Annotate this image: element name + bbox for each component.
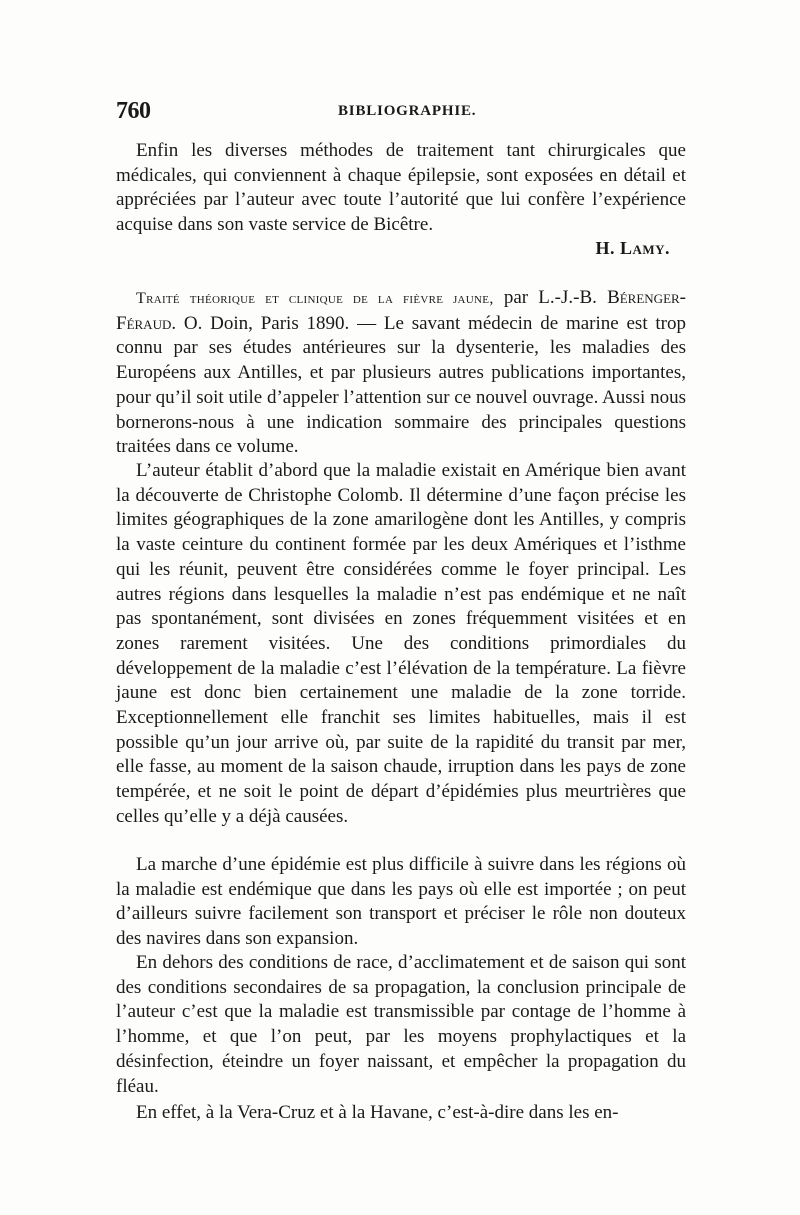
paragraph-vera-cruz: En effet, à la Vera-Cruz et à la Havane, c’est-à-dire dans les en- <box>136 1102 619 1123</box>
reviewed-book-title: Traité théorique et clinique de la fièvre jaune, <box>136 290 494 307</box>
reviewed-book-author: L.-J.-B. Bérenger-Féraud. <box>116 287 687 334</box>
page-header <box>116 98 686 132</box>
reviewed-book-by: par <box>503 287 529 308</box>
paragraph-treatments: Enfin les diverses méthodes de traitement tant chirurgicales que médicales, qui conviennent à chaque épilepsie, sont exposées en détail et appréciées par l’auteur avec toute l’autorité que lui confère l’expérience acquise dans son vaste service de Bicêtre. <box>116 140 686 236</box>
paragraph-review-intro <box>116 286 686 460</box>
reviewed-book-body: O. Doin, Paris 1890. — Le savant médecin de marine est trop connu par ses études antérieures sur la dysenterie, les maladies des Européens aux Antilles, et par plusieurs autres publications importantes, pour qu’il soit utile d’appeler l’attention sur ce nouvel ouvrage. Aussi nous bornerons-nous à une indication sommaire des principales questions traitées dans ce volume. <box>116 312 687 458</box>
signature-text: H. Lamy. <box>595 238 670 258</box>
running-head: BIBLIOGRAPHIE. <box>338 103 477 119</box>
paragraph-epidemic-course: La marche d’une épidémie est plus difficile à suivre dans les régions où la maladie est endémique que dans les pays où elle est importée ; on peut d’ailleurs suivre facilement son transport et préciser le rôle non douteux des navires dans son expansion. <box>116 854 686 950</box>
paragraph-transmission: En dehors des conditions de race, d’acclimatement et de saison qui sont des conditions secondaires de sa propagation, la conclusion principale de l’auteur c’est que la maladie est transmissible par contage de l’homme à l’homme, et que l’on peut, par les moyens prophylactiques et la désinfection, éteindre un foyer naissant, et empêcher la propagation du fléau. <box>116 952 686 1097</box>
review-signature <box>116 238 670 259</box>
page-number: 760 <box>116 98 151 124</box>
paragraph-geography: L’auteur établit d’abord que la maladie existait en Amérique bien avant la découverte de Christophe Colomb. Il détermine d’une façon précise les limites géographiques de la zone amarilogène dont les Antilles, y compris la vaste ceinture du continent formée par les deux Amériques et l’isthme qui les réunit, peuvent être considérées comme le foyer principal. Les autres régions dans lesquelles la maladie n’est pas endémique et ne naît pas spontanément, sont divisées en zones fréquemment visitées et en zones rarement visitées. Une des conditions primordiales du développement de la maladie c’est l’élévation de la température. La fièvre jaune est donc bien certainement une maladie de la zone torride. Exceptionnellement elle franchit ses limites habituelles, mais il est possible qu’un jour arrive où, par suite de la rapidité du transit par mer, elle fasse, au moment de la saison chaude, irruption dans les pays de zone tempérée, et ne soit le point de départ d’épidémies plus meurtrières que celles qu’elle y a déjà causées. <box>116 460 686 827</box>
